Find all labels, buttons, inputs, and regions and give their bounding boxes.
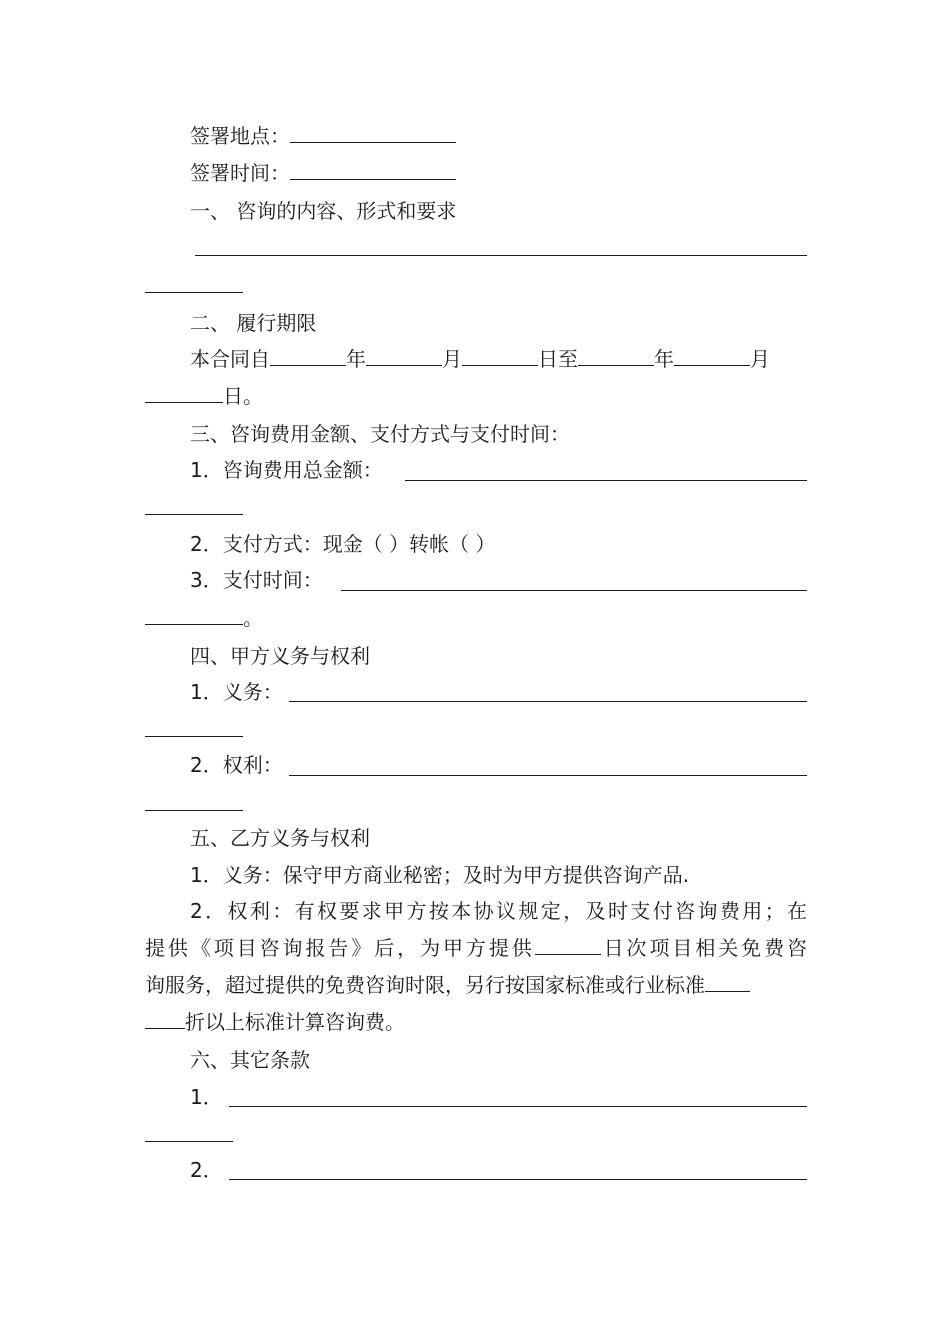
sign-time-blank[interactable]	[290, 161, 456, 180]
section-1-blank-line-1[interactable]	[195, 255, 807, 256]
party-b-right-line-1: 2．权利：有权要求甲方按本协议规定，及时支付咨询费用；在	[190, 899, 807, 923]
party-a-duty-blank-line-2[interactable]	[145, 736, 243, 737]
discount-blank-part-1[interactable]	[705, 973, 750, 992]
end-year-blank[interactable]	[578, 347, 654, 366]
other-term-2-label: 2．	[190, 1158, 223, 1182]
party-b-right-line-2	[145, 935, 807, 961]
total-fee-row	[190, 457, 383, 483]
party-b-right-text-3: 询服务，超过提供的免费咨询时限，另行按国家标准或行业标准	[145, 973, 705, 997]
section-5-title: 五、乙方义务与权利	[190, 826, 370, 850]
start-day-blank[interactable]	[462, 347, 538, 366]
party-b-duty: 1．义务：保守甲方商业秘密；及时为甲方提供咨询产品.	[190, 863, 690, 887]
free-consult-days-blank[interactable]	[535, 936, 601, 955]
end-month-blank[interactable]	[674, 347, 750, 366]
payment-time-row	[190, 567, 323, 593]
discount-blank-part-2[interactable]	[145, 1010, 185, 1029]
party-a-right-blank-line-2[interactable]	[145, 810, 243, 811]
total-fee-label: 1．咨询费用总金额：	[190, 458, 383, 482]
section-1-blank-line-2[interactable]	[145, 292, 243, 293]
party-b-right-text-2b: 日次项目相关免费咨	[600, 936, 808, 960]
sign-time-label: 签署时间：	[190, 161, 290, 185]
start-year-blank[interactable]	[270, 347, 346, 366]
sign-place-label: 签署地点：	[190, 124, 290, 148]
other-term-1-row	[190, 1084, 223, 1110]
term-row-2	[145, 383, 263, 409]
payment-method-row: 2．支付方式：现金（ ）转帐（ ）	[190, 532, 496, 556]
party-a-duty-row	[190, 679, 283, 705]
payment-time-blank-line-2[interactable]	[145, 606, 243, 625]
term-month-label-2: 月	[750, 347, 770, 371]
payment-time-blank-line-1[interactable]	[341, 590, 807, 591]
party-a-right-row	[190, 752, 283, 778]
term-month-label: 月	[442, 347, 462, 371]
total-fee-blank-line-2[interactable]	[145, 514, 243, 515]
section-2-title: 二、 履行期限	[190, 311, 317, 335]
other-term-1-blank-line-1[interactable]	[229, 1106, 807, 1107]
party-a-duty-label: 1．义务：	[190, 680, 283, 704]
term-day-end-label: 日。	[223, 384, 263, 408]
party-a-duty-blank-line-1[interactable]	[289, 701, 807, 702]
term-year-label-2: 年	[654, 347, 674, 371]
section-6-title: 六、其它条款	[190, 1048, 310, 1072]
payment-time-label: 3．支付时间：	[190, 568, 323, 592]
term-day-to-label: 日至	[538, 347, 578, 371]
term-year-label: 年	[346, 347, 366, 371]
party-b-right-line-3	[145, 972, 750, 998]
payment-time-row-2	[145, 605, 263, 631]
other-term-2-blank-line-1[interactable]	[229, 1179, 807, 1180]
section-3-title: 三、咨询费用金额、支付方式与支付时间：	[190, 422, 570, 446]
other-term-1-blank-line-2[interactable]	[145, 1141, 233, 1142]
other-term-1-label: 1．	[190, 1085, 223, 1109]
start-month-blank[interactable]	[366, 347, 442, 366]
party-b-right-line-4	[145, 1009, 405, 1035]
total-fee-blank-line-1[interactable]	[405, 480, 807, 481]
party-a-right-blank-line-1[interactable]	[289, 775, 807, 776]
section-4-title: 四、甲方义务与权利	[190, 644, 370, 668]
end-day-blank[interactable]	[145, 384, 223, 403]
sign-place-row	[190, 123, 456, 149]
section-1-title: 一、 咨询的内容、形式和要求	[190, 199, 457, 223]
party-a-right-label: 2．权利：	[190, 753, 283, 777]
term-prefix: 本合同自	[190, 347, 270, 371]
other-term-2-row	[190, 1157, 223, 1183]
party-b-right-text-4: 折以上标准计算咨询费。	[185, 1010, 405, 1034]
term-row	[190, 346, 770, 372]
payment-time-period: 。	[243, 606, 263, 630]
sign-place-blank[interactable]	[290, 124, 456, 143]
party-b-right-text-2a: 提供《项目咨询报告》后，为甲方提供	[145, 936, 535, 960]
sign-time-row	[190, 160, 456, 186]
